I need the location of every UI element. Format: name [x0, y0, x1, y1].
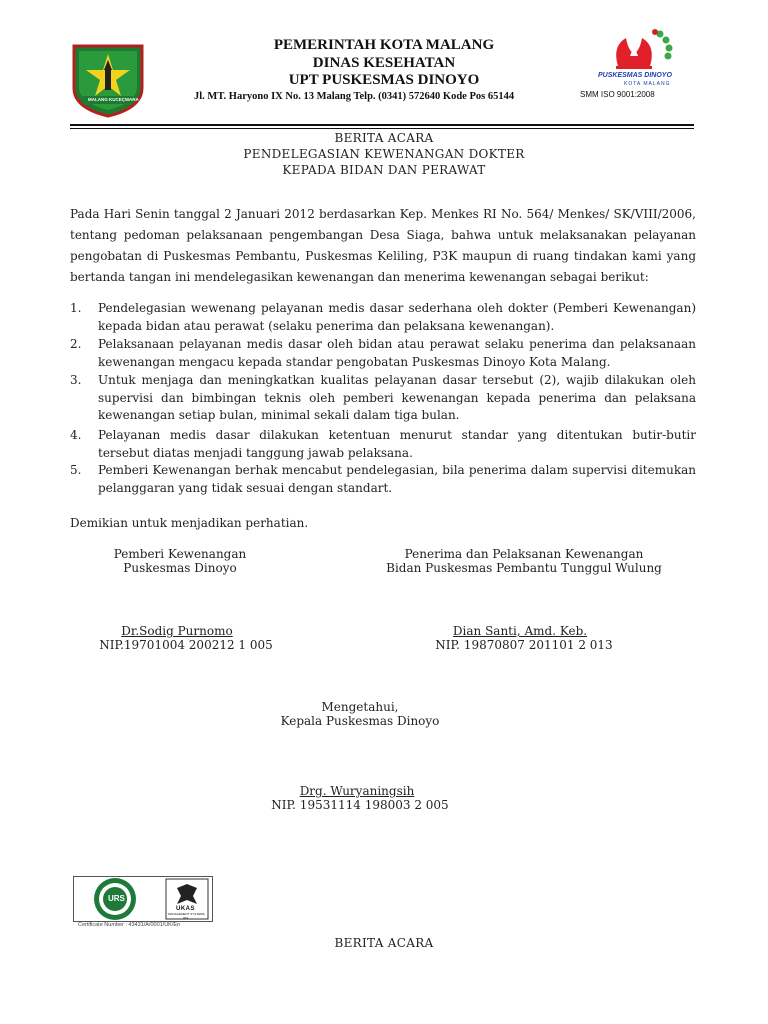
- ukas-logo-subtext: MANAGEMENT SYSTEMS: [168, 912, 205, 916]
- list-item-text: Pelayanan medis dasar dilakukan ketentuan menurut standar yang ditentukan butir-butir tersebut diatas menjadi tanggung jawab pelaksana.: [98, 428, 696, 460]
- acknowledge-nip: NIP. 19531114 198003 2 005: [271, 798, 449, 812]
- header-gov: PEMERINTAH KOTA MALANG: [273, 37, 495, 53]
- signer-left-role: Pemberi Kewenangan: [113, 547, 247, 561]
- signer-left-org: Puskesmas Dinoyo: [123, 561, 237, 575]
- list-item: [70, 427, 696, 462]
- list-item-number: 3.: [70, 373, 82, 387]
- list-item-text: Pelaksanaan pelayanan medis dasar oleh bidan atau perawat selaku penerima dan pelaksanaan kewenangan mengacu kepada standar pengobatan Puskesmas Dinoyo Kota Malang.: [98, 337, 696, 369]
- list-item-number: 5.: [70, 463, 82, 477]
- next-page-title: BERITA ACARA: [334, 936, 434, 950]
- acknowledge-role: Kepala Puskesmas Dinoyo: [280, 714, 440, 728]
- header-address: Jl. MT. Haryono IX No. 13 Malang Telp. (0341) 572640 Kode Pos 65144: [194, 91, 515, 102]
- ukas-logo-number: 003: [183, 916, 189, 920]
- list-item-text: Pemberi Kewenangan berhak mencabut pendelegasian, bila penerima dalam supervisi ditemukan pelanggaran yang tidak sesuai dengan standart.: [98, 463, 696, 495]
- list-item-number: 4.: [70, 428, 82, 442]
- emblem-text: MALANG KUCEÇWARA: [88, 97, 139, 102]
- header-rule-thin: [70, 128, 694, 129]
- doc-title: BERITA ACARA: [334, 131, 434, 145]
- urs-logo-text: URS: [108, 894, 125, 903]
- certificate-number: Certificate Number : 43431/A/0001/UK/En: [78, 922, 181, 928]
- list-item-text: Untuk menjaga dan meningkatkan kualitas pelayanan dasar tersebut (2), wajib dilakukan oleh supervisi dan bimbingan teknis oleh pemberi kewenangan kepada penerima dan pelaksana kewenangan setiap bulan, minimal sekali dalam tiga bulan.: [98, 373, 696, 422]
- signer-right-nip: NIP. 19870807 201101 2 013: [435, 638, 613, 652]
- acknowledge-label: Mengetahui,: [321, 700, 399, 714]
- header-upt: UPT PUSKESMAS DINOYO: [288, 72, 480, 88]
- closing-text: Demikian untuk menjadikan perhatian.: [70, 516, 309, 530]
- intro-paragraph: Pada Hari Senin tanggal 2 Januari 2012 berdasarkan Kep. Menkes RI No. 564/ Menkes/ SK/VIII/2006, tentang pedoman pelaksanaan pengembangan Desa Siaga, bahwa untuk melaksanakan pelayanan pengobatan di Puskesmas Pembantu, Puskesmas Keliling, P3K maupun di ruang tindakan kami yang bertanda tangan ini mendelegasikan kewenangan dan menerima kewenangan sebagai berikut:: [70, 207, 696, 284]
- list-item: [70, 372, 696, 425]
- acknowledge-name: Drg. Wuryaningsih: [299, 784, 415, 798]
- list-item: [70, 300, 696, 335]
- list-item-number: 1.: [70, 301, 82, 315]
- list-item: [70, 462, 696, 497]
- header-rule-thick: [70, 124, 694, 126]
- certification-logos: [73, 876, 213, 928]
- iso-label: SMM ISO 9001:2008: [580, 90, 655, 99]
- signer-right-name: Dian Santi, Amd. Keb.: [452, 624, 588, 638]
- list-item-text: Pendelegasian wewenang pelayanan medis dasar sederhana oleh dokter (Pemberi Kewenangan) kepada bidan atau perawat (selaku penerima dan pelaksana kewenangan).: [98, 301, 696, 333]
- doc-subtitle-1: PENDELEGASIAN KEWENANGAN DOKTER: [243, 147, 525, 161]
- ukas-logo-text: UKAS: [176, 906, 196, 912]
- signer-left-name: Dr.Sodig Purnomo: [121, 624, 233, 638]
- signer-left-nip: NIP.19701004 200212 1 005: [99, 638, 273, 652]
- header-dept: DINAS KESEHATAN: [312, 55, 456, 71]
- puskesmas-logo-city: KOTA MALANG: [624, 81, 671, 87]
- puskesmas-logo-name: PUSKESMAS DINOYO: [598, 72, 672, 79]
- list-item: [70, 336, 696, 371]
- doc-subtitle-2: KEPADA BIDAN DAN PERAWAT: [282, 163, 486, 177]
- list-item-number: 2.: [70, 337, 82, 351]
- signer-right-role: Penerima dan Pelaksanan Kewenangan: [404, 547, 644, 561]
- signer-right-org: Bidan Puskesmas Pembantu Tunggul Wulung: [386, 561, 662, 575]
